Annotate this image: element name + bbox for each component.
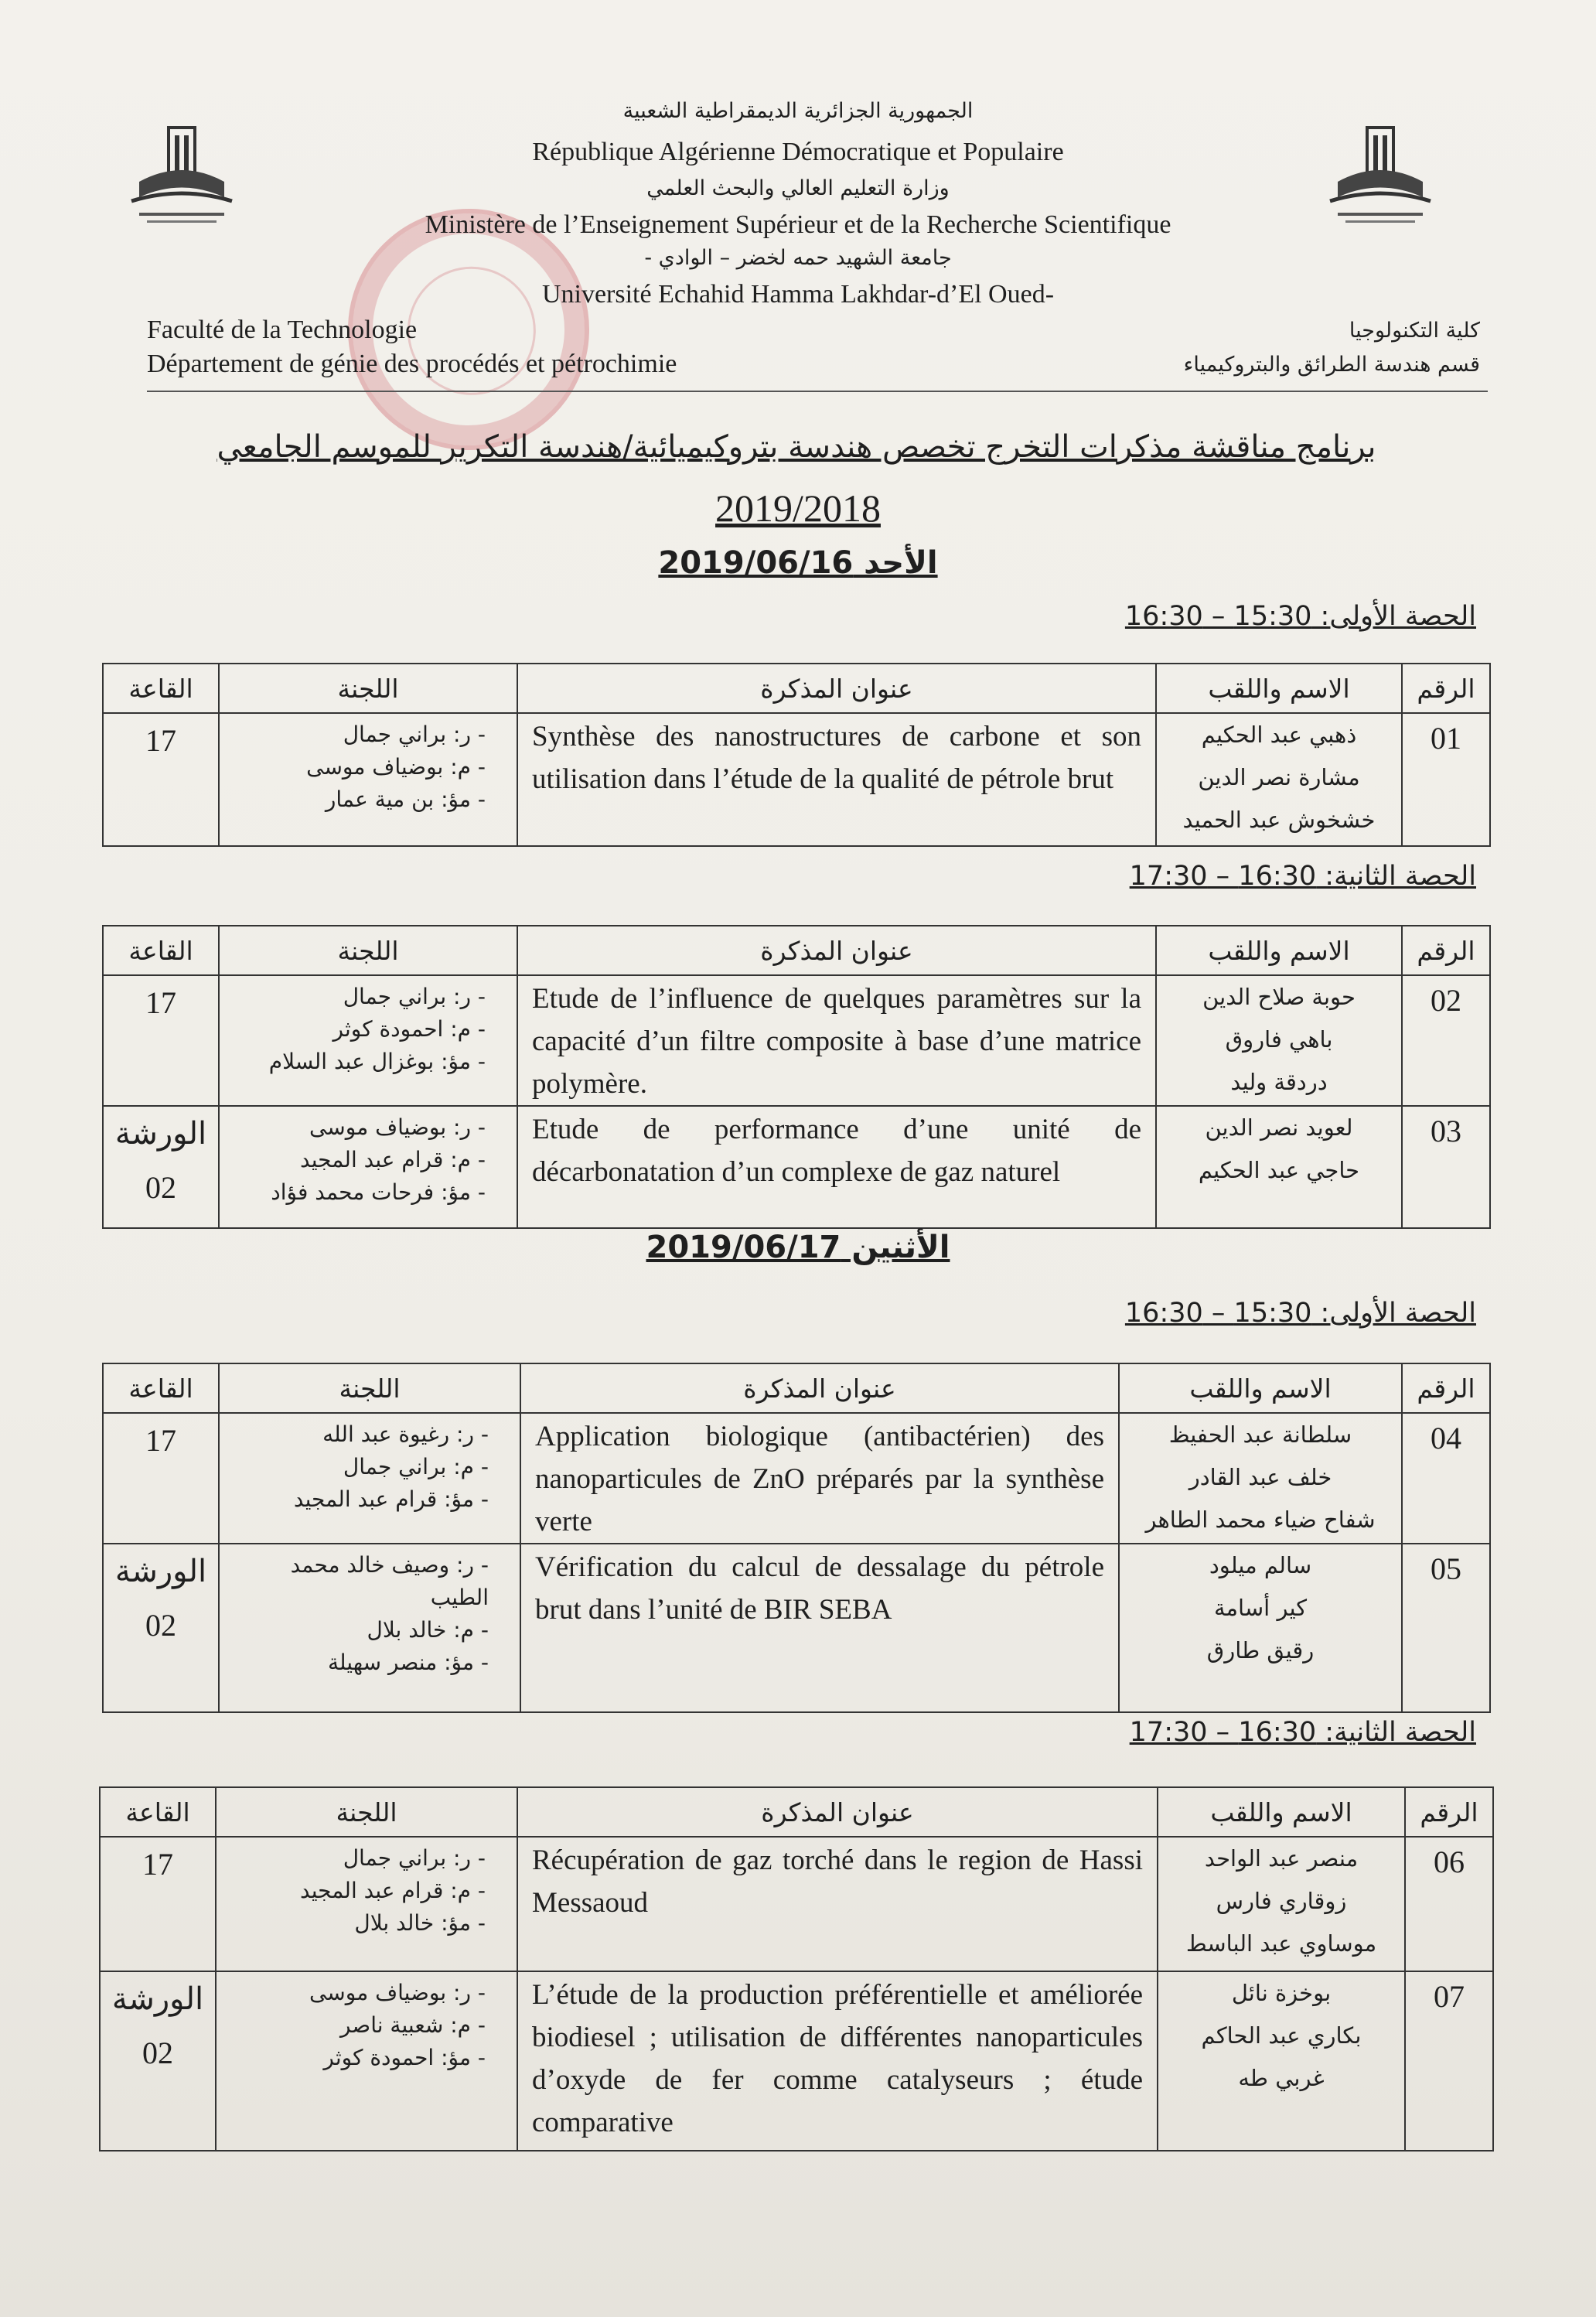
student-name: دردقة وليد [1230, 1069, 1328, 1095]
header-room: القاعة [103, 926, 219, 975]
jury-member: - مؤ: خالد بلال [354, 1910, 486, 1936]
thesis-title: Application biologique (antibactérien) des nanoparticules de ZnO préparés par la synthèse verte [520, 1413, 1119, 1544]
jury [219, 975, 517, 1106]
header-jury: اللجنة [219, 926, 517, 975]
department-ar: قسم هندسة الطرائق والبتروكيمياء [1183, 353, 1480, 377]
header-num: الرقم [1402, 1363, 1490, 1413]
room-label: 17 [142, 1847, 173, 1882]
student-name: شفاح ضياء محمد الطاهر [1145, 1507, 1376, 1533]
room [100, 1837, 216, 1971]
header-num: الرقم [1402, 664, 1490, 713]
thesis-title: L’étude de la production préférentielle et améliorée biodiesel ; utilisation de différentes nanoparticules d’oxyde de fer comme catalyseurs ; étude comparative [517, 1971, 1158, 2151]
jury-member: - مؤ: بوغزال عبد السلام [268, 1049, 486, 1074]
header-num: الرقم [1405, 1787, 1493, 1837]
schedule-table [99, 1786, 1494, 2152]
thesis-title: Etude de l’influence de quelques paramètres sur la capacité d’un filtre composite à base d’une matrice polymère. [517, 975, 1156, 1106]
table-header-row [103, 1363, 1490, 1413]
student-name: كير أسامة [1213, 1595, 1308, 1621]
jury [216, 1837, 517, 1971]
room [103, 1413, 219, 1544]
student-names [1156, 713, 1402, 846]
session-heading: الحصة الثانية: 16:30 – 17:30 [1129, 861, 1476, 892]
jury-member: - مؤ: احمودة كوثر [323, 2045, 486, 2070]
table-row [100, 1837, 1493, 1971]
room-number: 02 [145, 1170, 176, 1205]
room-label: 17 [145, 1423, 176, 1458]
room-label: الورشة [114, 1116, 207, 1151]
jury [219, 1413, 520, 1544]
jury-member: - مؤ: قرام عبد المجيد [293, 1486, 489, 1512]
student-name: غربي طه [1238, 2065, 1325, 2091]
thesis-number: 07 [1405, 1971, 1493, 2151]
header-jury: اللجنة [219, 664, 517, 713]
room-label: الورشة [111, 1981, 204, 2016]
header-ar-republic: الجمهورية الجزائرية الديمقراطية الشعبية [622, 99, 974, 123]
student-name: منصر عبد الواحد [1204, 1845, 1359, 1872]
student-name: موساوي عبد الباسط [1185, 1930, 1377, 1957]
faculty-fr: Faculté de la Technologie [147, 316, 418, 344]
room-label: 17 [145, 723, 176, 758]
header-title: عنوان المذكرة [517, 664, 1156, 713]
jury-member: - م: احمودة كوثر [332, 1016, 486, 1042]
student-name: رقيق طارق [1206, 1637, 1315, 1664]
jury-member: - ر: وصيف خالد محمد الطيب [290, 1552, 489, 1610]
thesis-title: Etude de performance d’une unité de décarbonatation d’un complexe de gaz naturel [517, 1106, 1156, 1228]
student-names [1119, 1544, 1402, 1712]
jury-member: - ر: براني جمال [343, 722, 486, 747]
department-fr: Département de génie des procédés et pétrochimie [147, 350, 677, 378]
header-fr-republic: République Algérienne Démocratique et Populaire [532, 138, 1064, 166]
student-names [1158, 1837, 1405, 1971]
jury-member: - م: قرام عبد المجيد [300, 1878, 486, 1903]
header-ar-ministry: وزارة التعليم العالي والبحث العلمي [646, 176, 950, 200]
schedule-table [102, 925, 1491, 1229]
header-title: عنوان المذكرة [517, 926, 1156, 975]
room-number: 02 [142, 2035, 173, 2070]
header-divider [147, 391, 1488, 392]
session-heading: الحصة الثانية: 16:30 – 17:30 [1129, 1717, 1476, 1748]
room [103, 975, 219, 1106]
student-name: بكاري عبد الحاكم [1201, 2022, 1362, 2049]
student-name: خشخوش عبد الحميد [1182, 807, 1376, 833]
header-room: القاعة [103, 664, 219, 713]
jury-member: - م: شعبية ناصر [339, 2012, 486, 2038]
faculty-ar: كلية التكنولوجيا [1349, 319, 1480, 343]
jury-member: - م: خالد بلال [367, 1617, 489, 1643]
thesis-number: 05 [1402, 1544, 1490, 1712]
header-num: الرقم [1402, 926, 1490, 975]
schedule-table [102, 663, 1491, 847]
document-title: برنامج مناقشة مذكرات التخرج تخصص هندسة بتروكيميائية/هندسة التكرير للموسم الجامعي [217, 429, 1376, 465]
room [103, 713, 219, 846]
jury-member: - ر: براني جمال [343, 984, 486, 1009]
jury [219, 1544, 520, 1712]
header-room: القاعة [100, 1787, 216, 1837]
day-heading: الأثنين 2019/06/17 [646, 1230, 950, 1265]
jury [216, 1971, 517, 2151]
student-name: خلف عبد القادر [1188, 1464, 1332, 1490]
student-names [1156, 1106, 1402, 1228]
student-names [1156, 975, 1402, 1106]
student-name: سلطانة عبد الحفيظ [1168, 1421, 1352, 1448]
thesis-title: Récupération de gaz torché dans le region de Hassi Messaoud [517, 1837, 1158, 1971]
header-jury: اللجنة [219, 1363, 520, 1413]
table-header-row [103, 926, 1490, 975]
header-title: عنوان المذكرة [517, 1787, 1158, 1837]
header-names: الاسم واللقب [1156, 926, 1402, 975]
thesis-title: Vérification du calcul de dessalage du pétrole brut dans l’unité de BIR SEBA [520, 1544, 1119, 1712]
header-fr-university: Université Echahid Hamma Lakhdar-d’El Oued- [541, 280, 1055, 309]
room [103, 1544, 219, 1712]
table-row [103, 975, 1490, 1106]
thesis-number: 04 [1402, 1413, 1490, 1544]
student-name: باهي فاروق [1225, 1026, 1333, 1053]
student-name: سالم ميلود [1209, 1552, 1312, 1578]
thesis-number: 03 [1402, 1106, 1490, 1228]
room-label: الورشة [114, 1554, 207, 1588]
thesis-title: Synthèse des nanostructures de carbone et son utilisation dans l’étude de la qualité de pétrole brut [517, 713, 1156, 846]
thesis-number: 06 [1405, 1837, 1493, 1971]
student-names [1158, 1971, 1405, 2151]
student-name: مشارة نصر الدين [1198, 764, 1360, 790]
thesis-number: 01 [1402, 713, 1490, 846]
jury-member: - مؤ: منصر سهيلة [328, 1650, 489, 1675]
header-fr-ministry: Ministère de l’Enseignement Supérieur et de la Recherche Scientifique [425, 210, 1171, 239]
room [100, 1971, 216, 2151]
university-logo-left [124, 104, 240, 236]
table-header-row [103, 664, 1490, 713]
student-name: حاجي عبد الحكيم [1198, 1157, 1360, 1183]
header-names: الاسم واللقب [1158, 1787, 1405, 1837]
table-row [103, 1413, 1490, 1544]
student-name: بوخزة نائل [1231, 1980, 1332, 2006]
table-row [103, 713, 1490, 846]
student-name: لعويد نصر الدين [1205, 1114, 1353, 1141]
student-name: حوبة صلاح الدين [1202, 984, 1356, 1010]
session-heading: الحصة الأولى: 15:30 – 16:30 [1124, 1298, 1476, 1329]
header-names: الاسم واللقب [1119, 1363, 1402, 1413]
room-label: 17 [145, 985, 176, 1020]
header-jury: اللجنة [216, 1787, 517, 1837]
room-number: 02 [145, 1608, 176, 1643]
header-title: عنوان المذكرة [520, 1363, 1119, 1413]
jury-member: - م: براني جمال [343, 1454, 489, 1479]
student-names [1119, 1413, 1402, 1544]
table-row [103, 1106, 1490, 1228]
jury-member: - ر: بوضياف موسى [309, 1980, 486, 2005]
session-heading: الحصة الأولى: 15:30 – 16:30 [1124, 601, 1476, 632]
university-logo-right [1322, 104, 1438, 236]
jury [219, 1106, 517, 1228]
student-name: زوقاري فارس [1216, 1888, 1347, 1914]
header-ar-university: جامعة الشهيد حمه لخضر – الوادي - [644, 246, 952, 270]
table-row [100, 1971, 1493, 2151]
jury-member: - مؤ: فرحات محمد فؤاد [271, 1179, 486, 1205]
table-header-row [100, 1787, 1493, 1837]
table-row [103, 1544, 1490, 1712]
jury [219, 713, 517, 846]
thesis-number: 02 [1402, 975, 1490, 1106]
header-names: الاسم واللقب [1156, 664, 1402, 713]
academic-year: 2019/2018 [715, 486, 881, 530]
jury-member: - ر: براني جمال [343, 1845, 486, 1871]
jury-member: - مؤ: بن مية عمار [325, 787, 486, 812]
jury-member: - ر: بوضياف موسى [309, 1114, 486, 1140]
day-heading: الأحد 2019/06/16 [658, 545, 938, 581]
room [103, 1106, 219, 1228]
jury-member: - ر: رغيوة عبد الله [322, 1421, 489, 1447]
jury-member: - م: قرام عبد المجيد [300, 1147, 486, 1172]
student-name: ذهبي عبد الحكيم [1201, 722, 1357, 748]
header-room: القاعة [103, 1363, 219, 1413]
jury-member: - م: بوضياف موسى [306, 754, 486, 780]
schedule-table [102, 1363, 1491, 1713]
